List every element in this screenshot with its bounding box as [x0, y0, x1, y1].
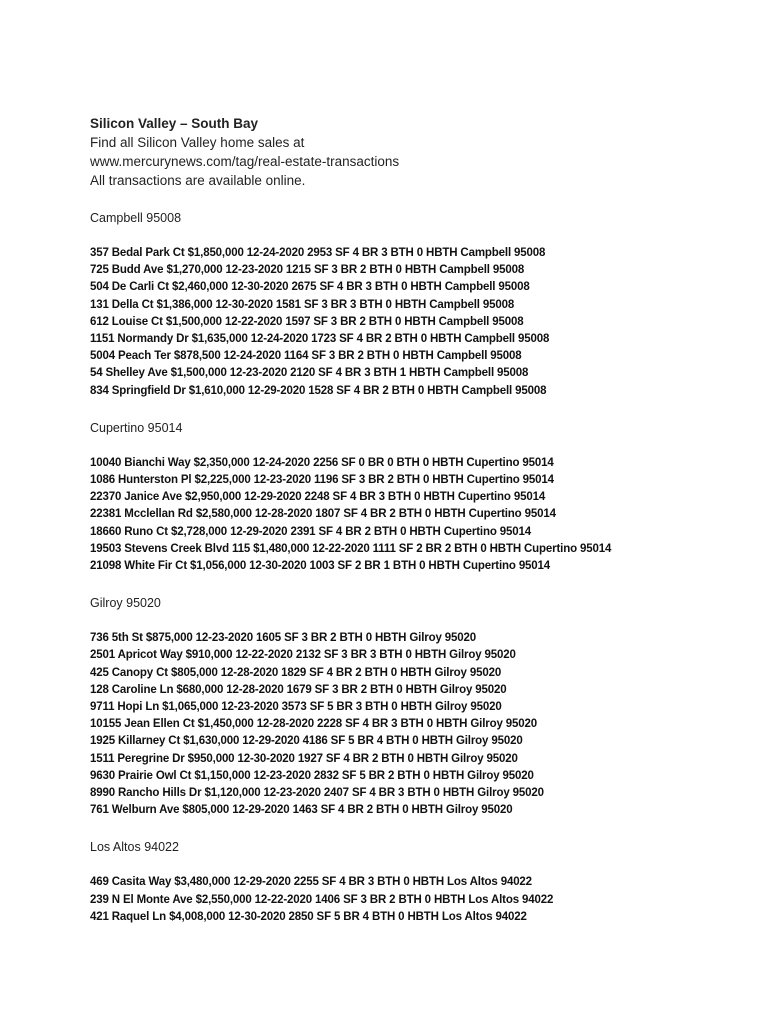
section-heading: Gilroy 95020: [90, 596, 161, 611]
intro-line: All transactions are available online.: [90, 173, 306, 188]
transaction-row: 18660 Runo Ct $2,728,000 12-29-2020 2391 SF 4 BR 2 BTH 0 HBTH Cupertino 95014: [90, 525, 531, 538]
transaction-row: 725 Budd Ave $1,270,000 12-23-2020 1215 SF 3 BR 2 BTH 0 HBTH Campbell 95008: [90, 264, 525, 277]
transaction-row: 239 N El Monte Ave $2,550,000 12-22-2020 1406 SF 3 BR 2 BTH 0 HBTH Los Altos 94022: [90, 893, 554, 906]
transaction-row: 9711 Hopi Ln $1,065,000 12-23-2020 3573 SF 5 BR 3 BTH 0 HBTH Gilroy 95020: [90, 701, 502, 714]
transaction-row: 1511 Peregrine Dr $950,000 12-30-2020 1927 SF 4 BR 2 BTH 0 HBTH Gilroy 95020: [90, 752, 518, 765]
transaction-list: [90, 455, 760, 575]
transaction-row: 612 Louise Ct $1,500,000 12-22-2020 1597 SF 3 BR 2 BTH 0 HBTH Campbell 95008: [90, 315, 524, 328]
transaction-row: 1925 Killarney Ct $1,630,000 12-29-2020 4186 SF 5 BR 4 BTH 0 HBTH Gilroy 95020: [90, 735, 523, 748]
transaction-row: 21098 White Fir Ct $1,056,000 12-30-2020 1003 SF 2 BR 1 BTH 0 HBTH Cupertino 95014: [90, 560, 551, 573]
transaction-row: 425 Canopy Ct $805,000 12-28-2020 1829 SF 4 BR 2 BTH 0 HBTH Gilroy 95020: [90, 666, 502, 679]
transaction-list: [90, 874, 760, 926]
transaction-row: 19503 Stevens Creek Blvd 115 $1,480,000 12-22-2020 1111 SF 2 BR 2 BTH 0 HBTH Cupertino 95014: [90, 542, 612, 555]
transaction-row: 22370 Janice Ave $2,950,000 12-29-2020 2248 SF 4 BR 3 BTH 0 HBTH Cupertino 95014: [90, 491, 546, 504]
transaction-row: 10040 Bianchi Way $2,350,000 12-24-2020 2256 SF 0 BR 0 BTH 0 HBTH Cupertino 95014: [90, 456, 554, 469]
transaction-row: 469 Casita Way $3,480,000 12-29-2020 2255 SF 4 BR 3 BTH 0 HBTH Los Altos 94022: [90, 876, 532, 889]
sections-container: [90, 209, 760, 926]
document-content: [90, 114, 760, 926]
transaction-row: 8990 Rancho Hills Dr $1,120,000 12-23-2020 2407 SF 4 BR 3 BTH 0 HBTH Gilroy 95020: [90, 787, 544, 800]
document-title: Silicon Valley – South Bay: [90, 116, 259, 131]
transaction-row: 357 Bedal Park Ct $1,850,000 12-24-2020 2953 SF 4 BR 3 BTH 0 HBTH Campbell 95008: [90, 247, 546, 259]
intro-line: Find all Silicon Valley home sales at: [90, 135, 305, 150]
transaction-row: 421 Raquel Ln $4,008,000 12-30-2020 2850 SF 5 BR 4 BTH 0 HBTH Los Altos 94022: [90, 910, 527, 923]
transaction-row: 5004 Peach Ter $878,500 12-24-2020 1164 SF 3 BR 2 BTH 0 HBTH Campbell 95008: [90, 350, 522, 363]
transaction-list: [90, 245, 760, 400]
transaction-row: 2501 Apricot Way $910,000 12-22-2020 2132 SF 3 BR 3 BTH 0 HBTH Gilroy 95020: [90, 649, 516, 662]
transaction-row: 9630 Prairie Owl Ct $1,150,000 12-23-2020 2832 SF 5 BR 2 BTH 0 HBTH Gilroy 95020: [90, 769, 534, 782]
transaction-row: 128 Caroline Ln $680,000 12-28-2020 1679 SF 3 BR 2 BTH 0 HBTH Gilroy 95020: [90, 683, 507, 696]
transaction-row: 22381 Mcclellan Rd $2,580,000 12-28-2020 1807 SF 4 BR 2 BTH 0 HBTH Cupertino 95014: [90, 508, 556, 521]
transaction-row: 131 Della Ct $1,386,000 12-30-2020 1581 SF 3 BR 3 BTH 0 HBTH Campbell 95008: [90, 298, 515, 311]
transaction-list: [90, 630, 760, 819]
section-heading: Los Altos 94022: [90, 840, 179, 855]
section-heading: Cupertino 95014: [90, 420, 183, 435]
transaction-row: 1086 Hunterston Pl $2,225,000 12-23-2020 1196 SF 3 BR 2 BTH 0 HBTH Cupertino 95014: [90, 474, 554, 487]
transaction-row: 1151 Normandy Dr $1,635,000 12-24-2020 1723 SF 4 BR 2 BTH 0 HBTH Campbell 95008: [90, 333, 550, 346]
intro-link-text: www.mercurynews.com/tag/real-estate-transactions: [90, 154, 400, 169]
transaction-row: 834 Springfield Dr $1,610,000 12-29-2020 1528 SF 4 BR 2 BTH 0 HBTH Campbell 95008: [90, 384, 547, 397]
transaction-row: 736 5th St $875,000 12-23-2020 1605 SF 3 BR 2 BTH 0 HBTH Gilroy 95020: [90, 632, 476, 645]
transaction-row: 54 Shelley Ave $1,500,000 12-23-2020 2120 SF 4 BR 3 BTH 1 HBTH Campbell 95008: [90, 367, 529, 380]
section-heading: Campbell 95008: [90, 211, 182, 225]
transaction-row: 761 Welburn Ave $805,000 12-29-2020 1463 SF 4 BR 2 BTH 0 HBTH Gilroy 95020: [90, 804, 513, 817]
transaction-row: 10155 Jean Ellen Ct $1,450,000 12-28-2020 2228 SF 4 BR 3 BTH 0 HBTH Gilroy 95020: [90, 718, 537, 731]
transaction-row: 504 De Carli Ct $2,460,000 12-30-2020 2675 SF 4 BR 3 BTH 0 HBTH Campbell 95008: [90, 281, 530, 294]
